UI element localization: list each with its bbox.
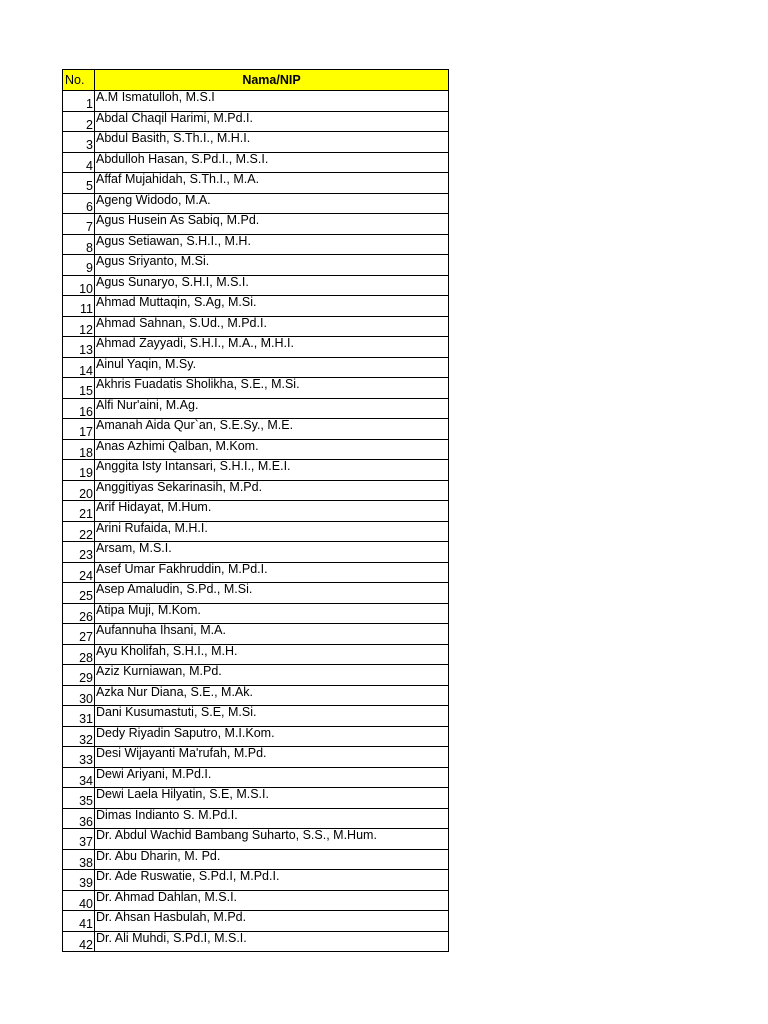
header-cell-no[interactable]: No. <box>63 70 95 91</box>
row-number-cell[interactable]: 36 <box>63 808 95 829</box>
row-number-cell[interactable]: 26 <box>63 603 95 624</box>
table-row <box>63 234 449 255</box>
table-row <box>63 193 449 214</box>
row-number-cell[interactable]: 2 <box>63 111 95 132</box>
row-number-cell[interactable]: 17 <box>63 419 95 440</box>
table-row <box>63 788 449 809</box>
table-row <box>63 583 449 604</box>
name-cell[interactable]: Anggita Isty Intansari, S.H.I., M.E.I. <box>95 460 449 481</box>
name-cell[interactable]: Arsam, M.S.I. <box>95 542 449 563</box>
table-row <box>63 747 449 768</box>
name-cell[interactable]: Dewi Ariyani, M.Pd.I. <box>95 767 449 788</box>
name-cell[interactable]: Dr. Abu Dharin, M. Pd. <box>95 849 449 870</box>
row-number-cell[interactable]: 34 <box>63 767 95 788</box>
row-number-cell[interactable]: 22 <box>63 521 95 542</box>
row-number-cell[interactable]: 25 <box>63 583 95 604</box>
table-row <box>63 562 449 583</box>
table-row <box>63 378 449 399</box>
table-row <box>63 296 449 317</box>
name-cell[interactable]: Aziz Kurniawan, M.Pd. <box>95 665 449 686</box>
table-row <box>63 173 449 194</box>
row-number-cell[interactable]: 27 <box>63 624 95 645</box>
row-number-cell[interactable]: 24 <box>63 562 95 583</box>
row-number-cell[interactable]: 14 <box>63 357 95 378</box>
name-cell[interactable]: Ahmad Sahnan, S.Ud., M.Pd.I. <box>95 316 449 337</box>
row-number-cell[interactable]: 28 <box>63 644 95 665</box>
name-cell[interactable]: Abdal Chaqil Harimi, M.Pd.I. <box>95 111 449 132</box>
row-number-cell[interactable]: 15 <box>63 378 95 399</box>
table-row <box>63 275 449 296</box>
row-number-cell[interactable]: 20 <box>63 480 95 501</box>
table-row <box>63 644 449 665</box>
name-cell[interactable]: Agus Sunaryo, S.H.I, M.S.I. <box>95 275 449 296</box>
name-cell[interactable]: Dr. Abdul Wachid Bambang Suharto, S.S., M.Hum. <box>95 829 449 850</box>
row-number-cell[interactable]: 42 <box>63 931 95 952</box>
name-cell[interactable]: Dani Kusumastuti, S.E, M.Si. <box>95 706 449 727</box>
table-row <box>63 132 449 153</box>
table-row <box>63 337 449 358</box>
table-row <box>63 460 449 481</box>
table-row <box>63 91 449 112</box>
row-number-cell[interactable]: 5 <box>63 173 95 194</box>
name-cell[interactable]: Azka Nur Diana, S.E., M.Ak. <box>95 685 449 706</box>
row-number-cell[interactable]: 33 <box>63 747 95 768</box>
table-row <box>63 152 449 173</box>
table-row <box>63 439 449 460</box>
table-row <box>63 501 449 522</box>
name-cell[interactable]: Dr. Ade Ruswatie, S.Pd.I, M.Pd.I. <box>95 870 449 891</box>
name-cell[interactable]: Arini Rufaida, M.H.I. <box>95 521 449 542</box>
row-number-cell[interactable]: 18 <box>63 439 95 460</box>
table-row <box>63 624 449 645</box>
row-number-cell[interactable]: 4 <box>63 152 95 173</box>
row-number-cell[interactable]: 35 <box>63 788 95 809</box>
name-cell[interactable]: Arif Hidayat, M.Hum. <box>95 501 449 522</box>
row-number-cell[interactable]: 40 <box>63 890 95 911</box>
name-cell[interactable]: Asep Amaludin, S.Pd., M.Si. <box>95 583 449 604</box>
row-number-cell[interactable]: 1 <box>63 91 95 112</box>
table-row <box>63 357 449 378</box>
name-cell[interactable]: Ahmad Zayyadi, S.H.I., M.A., M.H.I. <box>95 337 449 358</box>
table-row <box>63 685 449 706</box>
name-cell[interactable]: Dr. Ali Muhdi, S.Pd.I, M.S.I. <box>95 931 449 952</box>
row-number-cell[interactable]: 39 <box>63 870 95 891</box>
row-number-cell[interactable]: 10 <box>63 275 95 296</box>
row-number-cell[interactable]: 11 <box>63 296 95 317</box>
name-cell[interactable]: Akhris Fuadatis Sholikha, S.E., M.Si. <box>95 378 449 399</box>
table-row <box>63 542 449 563</box>
name-cell[interactable]: Asef Umar Fakhruddin, M.Pd.I. <box>95 562 449 583</box>
lecturer-table <box>62 69 449 952</box>
table-row <box>63 808 449 829</box>
row-number-cell[interactable]: 37 <box>63 829 95 850</box>
name-cell[interactable]: Dedy Riyadin Saputro, M.I.Kom. <box>95 726 449 747</box>
table-row <box>63 706 449 727</box>
row-number-cell[interactable]: 23 <box>63 542 95 563</box>
row-number-cell[interactable]: 38 <box>63 849 95 870</box>
table-row <box>63 419 449 440</box>
row-number-cell[interactable]: 16 <box>63 398 95 419</box>
header-row <box>63 70 449 91</box>
row-number-cell[interactable]: 8 <box>63 234 95 255</box>
row-number-cell[interactable]: 7 <box>63 214 95 235</box>
name-cell[interactable]: Aufannuha Ihsani, M.A. <box>95 624 449 645</box>
name-cell[interactable]: Ainul Yaqin, M.Sy. <box>95 357 449 378</box>
table-row <box>63 111 449 132</box>
name-cell[interactable]: Agus Setiawan, S.H.I., M.H. <box>95 234 449 255</box>
name-cell[interactable]: A.M Ismatulloh, M.S.I <box>95 91 449 112</box>
row-number-cell[interactable]: 19 <box>63 460 95 481</box>
name-cell[interactable]: Abdul Basith, S.Th.I., M.H.I. <box>95 132 449 153</box>
table-row <box>63 829 449 850</box>
table-row <box>63 255 449 276</box>
table-row <box>63 931 449 952</box>
table-body <box>63 91 449 952</box>
name-cell[interactable]: Ageng Widodo, M.A. <box>95 193 449 214</box>
spreadsheet-sheet <box>62 69 448 952</box>
row-number-cell[interactable]: 29 <box>63 665 95 686</box>
table-row <box>63 890 449 911</box>
name-cell[interactable]: Dewi Laela Hilyatin, S.E, M.S.I. <box>95 788 449 809</box>
table-row <box>63 214 449 235</box>
name-cell[interactable]: Agus Sriyanto, M.Si. <box>95 255 449 276</box>
name-cell[interactable]: Anggitiyas Sekarinasih, M.Pd. <box>95 480 449 501</box>
name-cell[interactable]: Alfi Nur'aini, M.Ag. <box>95 398 449 419</box>
row-number-cell[interactable]: 32 <box>63 726 95 747</box>
name-cell[interactable]: Atipa Muji, M.Kom. <box>95 603 449 624</box>
row-number-cell[interactable]: 41 <box>63 911 95 932</box>
table-row <box>63 316 449 337</box>
table-row <box>63 480 449 501</box>
table-row <box>63 398 449 419</box>
name-cell[interactable]: Ahmad Muttaqin, S.Ag, M.Si. <box>95 296 449 317</box>
row-number-cell[interactable]: 13 <box>63 337 95 358</box>
table-row <box>63 870 449 891</box>
row-number-cell[interactable]: 12 <box>63 316 95 337</box>
table-row <box>63 911 449 932</box>
table-row <box>63 767 449 788</box>
row-number-cell[interactable]: 3 <box>63 132 95 153</box>
header-cell-name[interactable]: Nama/NIP <box>95 70 449 91</box>
table-row <box>63 603 449 624</box>
name-cell[interactable]: Anas Azhimi Qalban, M.Kom. <box>95 439 449 460</box>
name-cell[interactable]: Dr. Ahsan Hasbulah, M.Pd. <box>95 911 449 932</box>
name-cell[interactable]: Ayu Kholifah, S.H.I., M.H. <box>95 644 449 665</box>
row-number-cell[interactable]: 30 <box>63 685 95 706</box>
name-cell[interactable]: Dimas Indianto S. M.Pd.I. <box>95 808 449 829</box>
row-number-cell[interactable]: 31 <box>63 706 95 727</box>
table-row <box>63 849 449 870</box>
table-row <box>63 521 449 542</box>
table-row <box>63 665 449 686</box>
name-cell[interactable]: Agus Husein As Sabiq, M.Pd. <box>95 214 449 235</box>
name-cell[interactable]: Amanah Aida Qur`an, S.E.Sy., M.E. <box>95 419 449 440</box>
name-cell[interactable]: Dr. Ahmad Dahlan, M.S.I. <box>95 890 449 911</box>
row-number-cell[interactable]: 9 <box>63 255 95 276</box>
table-row <box>63 726 449 747</box>
name-cell[interactable]: Affaf Mujahidah, S.Th.I., M.A. <box>95 173 449 194</box>
name-cell[interactable]: Desi Wijayanti Ma'rufah, M.Pd. <box>95 747 449 768</box>
name-cell[interactable]: Abdulloh Hasan, S.Pd.I., M.S.I. <box>95 152 449 173</box>
row-number-cell[interactable]: 21 <box>63 501 95 522</box>
row-number-cell[interactable]: 6 <box>63 193 95 214</box>
